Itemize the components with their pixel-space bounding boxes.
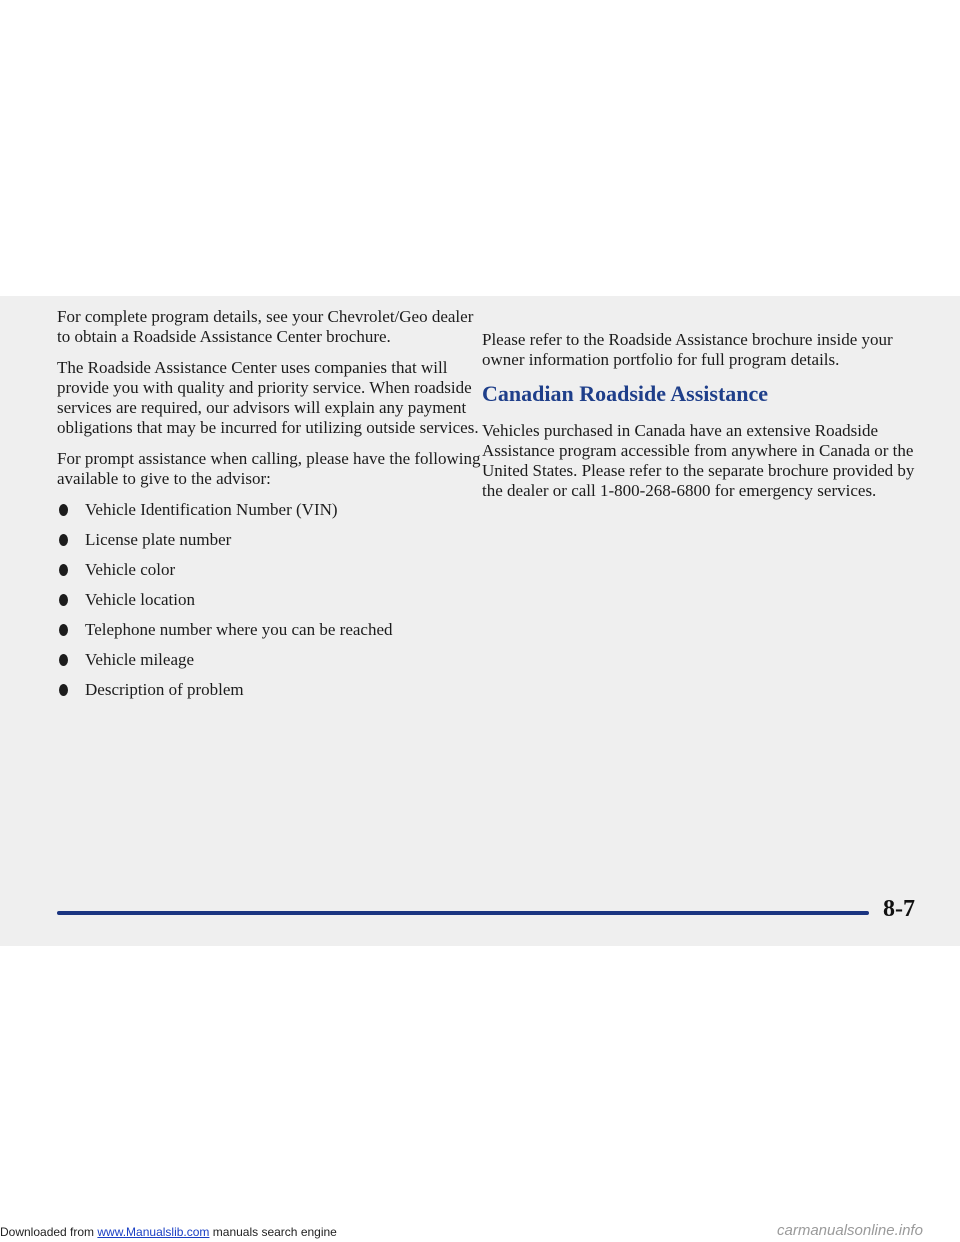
service-paragraph: The Roadside Assistance Center uses companies that will provide you with quality and priority service. When roadside services are required, our advisors will explain any payment obligations that may be incurred for utilizing outside services.	[57, 358, 479, 437]
download-footer: Downloaded from www.Manualslib.com manuals search engine	[0, 1225, 337, 1239]
bullet-icon	[59, 564, 68, 576]
bullet-icon	[59, 654, 68, 666]
bullet-icon	[59, 534, 68, 546]
list-item: Vehicle Identification Number (VIN)	[57, 500, 487, 530]
list-item: License plate number	[57, 530, 487, 560]
left-column	[57, 307, 487, 710]
manualslib-link[interactable]: www.Manualslib.com	[97, 1225, 210, 1239]
list-item: Vehicle location	[57, 590, 487, 620]
prompt-paragraph: For prompt assistance when calling, please have the following available to give to the advisor:	[57, 449, 481, 488]
watermark: carmanualsonline.info	[777, 1222, 923, 1239]
page-number: 8-7	[883, 896, 915, 922]
right-column	[482, 330, 937, 512]
footer-rule	[57, 911, 869, 915]
section-heading: Canadian Roadside Assistance	[482, 381, 769, 406]
bullet-icon	[59, 684, 68, 696]
info-list	[57, 500, 487, 710]
list-item: Description of problem	[57, 680, 487, 710]
brochure-paragraph: Please refer to the Roadside Assistance brochure inside your owner information portfolio for full program details.	[482, 330, 893, 369]
list-item: Telephone number where you can be reached	[57, 620, 487, 650]
bullet-icon	[59, 594, 68, 606]
list-item: Vehicle mileage	[57, 650, 487, 680]
bullet-icon	[59, 624, 68, 636]
intro-paragraph: For complete program details, see your Chevrolet/Geo dealer to obtain a Roadside Assistance Center brochure.	[57, 307, 474, 346]
list-item: Vehicle color	[57, 560, 487, 590]
bullet-icon	[59, 504, 68, 516]
canada-paragraph: Vehicles purchased in Canada have an extensive Roadside Assistance program accessible from anywhere in Canada or the United States. Please refer to the separate brochure provided by the dealer or call 1-800-268-6800 for emergency services.	[482, 421, 915, 500]
